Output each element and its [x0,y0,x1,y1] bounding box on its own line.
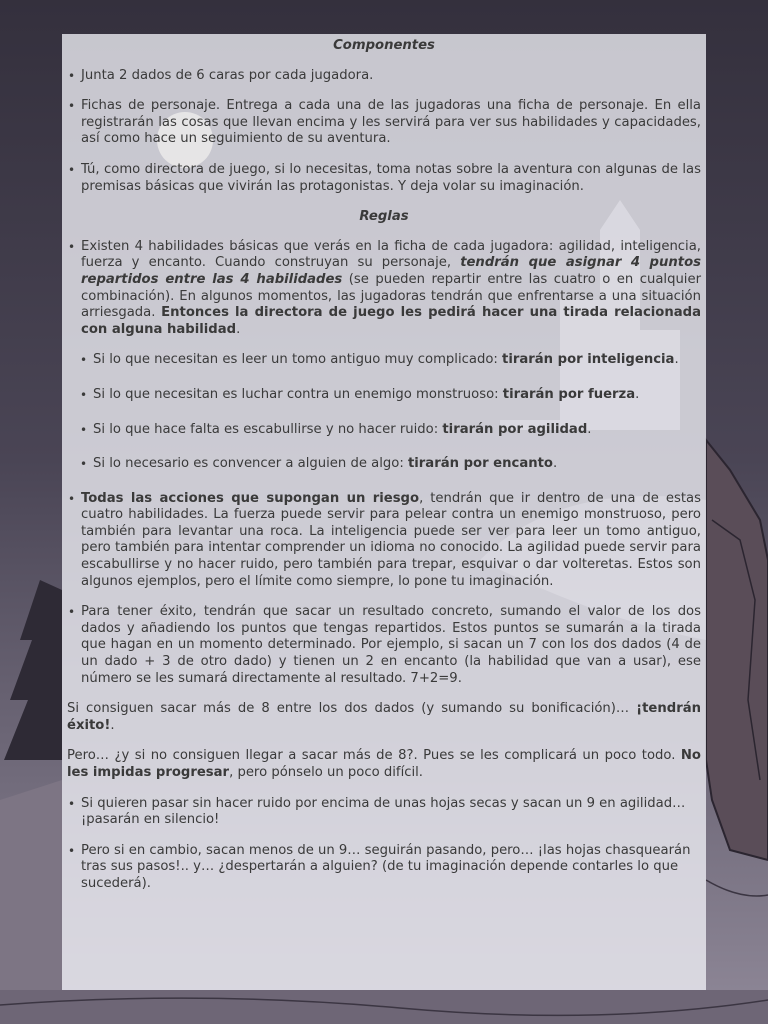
ground-left [0,780,62,1024]
final-list [67,796,701,893]
list-item: • Pero si en cambio, sacan menos de un 9… seguirán pasando, pero… ¡las hojas chasquearán tras sus pasos!.. y… ¿despertarán a alguien? (de tu imaginación depende contarles lo que sucederá). [67,843,701,893]
list-item: • Junta 2 dados de 6 caras por cada jugadora. [67,68,701,85]
paragraph-si-consiguen: Si consiguen sacar más de 8 entre los dos dados (y sumando su bonificación)… ¡tendrán éxito!. [67,701,701,733]
text-panel [62,34,706,990]
list-item: • Fichas de personaje. Entrega a cada una de las jugadoras una ficha de personaje. En ella registrarán las cosas que llevan encima y les servirá para ver sus habilidades y capacidades, así como hace un seguimiento de su aventura. [67,98,701,148]
reglas-list [67,239,701,687]
list-item-habilidades: • Existen 4 habilidades básicas que verás en la ficha de cada jugadora: agilidad, inteligencia, fuerza y encanto. Cuando construyan su personaje, tendrán que asignar 4 puntos repartidos entre las 4 habilidades (se pueden repartir entre las cuatro o en cualquier combinación). En algunos momentos, las jugadoras tendrán que enfrentarse a una situación arriesgada. Entonces la directora de juego les pedirá hacer una tirada relacionada con alguna habilidad. [67,239,701,339]
list-item: • Si quieren pasar sin hacer ruido por encima de unas hojas secas y sacan un 9 en agilidad… ¡pasarán en silencio! [67,796,701,829]
list-item-exito: • Para tener éxito, tendrán que sacar un resultado concreto, sumando el valor de los dos dados y añadiendo los puntos que tengas repartidos. Estos puntos se sumarán a la tirada que hagan en un momento determinado. Por ejemplo, si sacan un 7 con los dos dados (4 de un dado + 3 de otro dado) y tienen un 2 en encanto (la habilidad que van a usar), ese número se les sumará directamente al resultado. 7+2=9. [67,604,701,687]
componentes-list [67,68,701,196]
heading-reglas: Reglas [359,209,409,225]
list-item-inteligencia: • Si lo que necesitan es leer un tomo antiguo muy complicado: tirarán por inteligencia. [67,352,701,369]
list-item-fuerza: • Si lo que necesitan es luchar contra un enemigo monstruoso: tirarán por fuerza. [67,387,701,404]
paragraph-pero: Pero… ¿y si no consiguen llegar a sacar más de 8?. Pues se les complicará un poco todo. No les impidas progresar, pero pónselo un poco difícil. [67,748,701,780]
list-item-acciones: • Todas las acciones que supongan un riesgo, tendrán que ir dentro de una de estas cuatro habilidades. La fuerza puede servir para pelear contra un enemigo monstruoso, pero también para levantar una roca. La inteligencia puede ser ver para leer un tomo antiguo, pero también para intentar comprender un idioma no conocido. La agilidad puede servir para escabullirse y no hacer ruido, pero también para trepar, esquivar o dar volteretas. Estos son algunos ejemplos, pero el límite como siempre, lo pone tu imaginación. [67,491,701,591]
list-item-encanto: • Si lo necesario es convencer a alguien de algo: tirarán por encanto. [67,456,701,473]
list-item: • Tú, como directora de juego, si lo necesitas, toma notas sobre la aventura con algunas de las premisas básicas que vivirán las protagonistas. Y deja volar su imaginación. [67,162,701,195]
list-item-agilidad: • Si lo que hace falta es escabullirse y no hacer ruido: tirarán por agilidad. [67,422,701,439]
heading-componentes: Componentes [333,38,435,53]
